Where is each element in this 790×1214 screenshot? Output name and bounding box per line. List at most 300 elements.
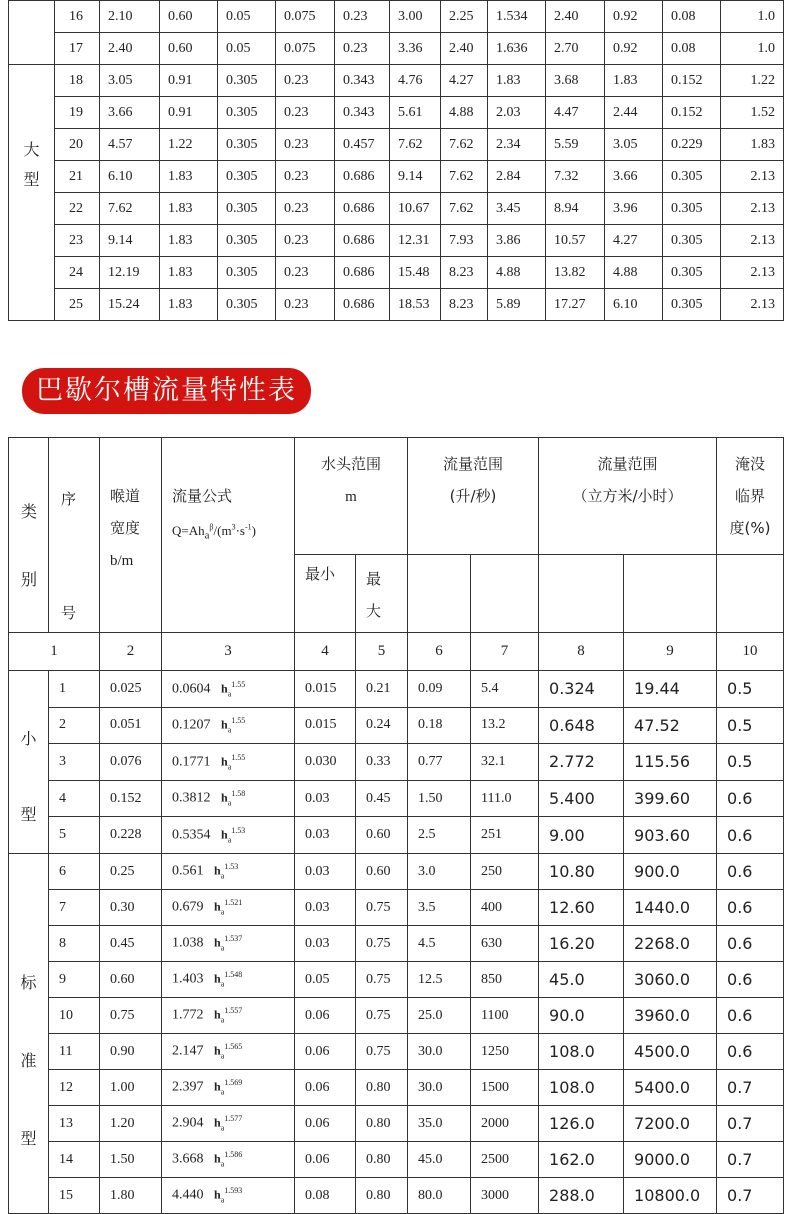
flow-ls-max: 1500 xyxy=(471,1070,539,1106)
header-submergence xyxy=(717,438,784,555)
table1-cell: 0.92 xyxy=(605,1,663,33)
flow-formula xyxy=(162,998,295,1034)
table1-row xyxy=(9,33,784,65)
table1-cell: 0.91 xyxy=(160,65,218,97)
flow-m3-min: 9.00 xyxy=(539,817,624,854)
formula-coefficient: 0.679 xyxy=(172,899,204,915)
table1-cell: 1.83 xyxy=(160,289,218,321)
column-number: 2 xyxy=(100,633,162,671)
table1-cell: 1.534 xyxy=(488,1,546,33)
flow-ls-max: 400 xyxy=(471,890,539,926)
table1-cell: 1.0 xyxy=(721,1,784,33)
table1-cell: 2.10 xyxy=(100,1,160,33)
head-max: 0.75 xyxy=(356,926,408,962)
head-max: 0.75 xyxy=(356,1034,408,1070)
throat-width: 1.00 xyxy=(100,1070,162,1106)
formula-h-sub: a xyxy=(220,1195,225,1205)
formula-h-sub: a xyxy=(220,943,225,953)
flow-ls-max: 111.0 xyxy=(471,780,539,817)
table1-cell: 16 xyxy=(55,1,100,33)
table1-cell: 2.34 xyxy=(488,129,546,161)
table1-cell: 0.305 xyxy=(218,97,276,129)
formula-3: /(m xyxy=(213,523,232,539)
formula-sup3: -1 xyxy=(244,523,252,532)
header-empty-7 xyxy=(471,555,539,633)
table1-cell: 0.305 xyxy=(218,225,276,257)
table1-cell: 7.62 xyxy=(441,161,488,193)
row-number: 10 xyxy=(49,998,100,1034)
header-head-max xyxy=(356,555,408,633)
table1-cell: 0.457 xyxy=(335,129,390,161)
flow-formula xyxy=(162,817,295,854)
table1-cell: 12.31 xyxy=(390,225,441,257)
flow-m3-max: 115.56 xyxy=(624,744,717,781)
head-min: 0.03 xyxy=(295,890,356,926)
table1-cell: 24 xyxy=(55,257,100,289)
table1-cell: 0.23 xyxy=(276,65,335,97)
table1-cell: 0.08 xyxy=(663,1,721,33)
submergence: 0.6 xyxy=(717,1034,784,1070)
table1-cell: 5.89 xyxy=(488,289,546,321)
flow-formula xyxy=(162,671,295,708)
head-min: 0.03 xyxy=(295,854,356,890)
table2-body xyxy=(9,671,784,1214)
table1-cell: 8.23 xyxy=(441,257,488,289)
table1-cell: 10.67 xyxy=(390,193,441,225)
table1-cell: 17 xyxy=(55,33,100,65)
formula-exponent: 1.569 xyxy=(224,1078,243,1088)
flow-formula xyxy=(162,780,295,817)
formula-h: h xyxy=(214,935,221,950)
throat-width: 0.051 xyxy=(100,707,162,744)
table1-cell: 0.08 xyxy=(663,33,721,65)
header-head-2: m xyxy=(345,489,357,505)
table1-cell: 2.40 xyxy=(546,1,605,33)
flow-ls-min: 3.5 xyxy=(408,890,471,926)
head-max: 0.24 xyxy=(356,707,408,744)
table1-cell: 4.27 xyxy=(605,225,663,257)
throat-width: 0.025 xyxy=(100,671,162,708)
table1-cell: 1.0 xyxy=(721,33,784,65)
flow-m3-min: 0.324 xyxy=(539,671,624,708)
formula-coefficient: 3.668 xyxy=(172,1151,204,1167)
header-seq-1: 序 xyxy=(61,490,77,508)
table1-cell: 0.686 xyxy=(335,289,390,321)
table1-row xyxy=(9,65,784,97)
table1-cell: 18.53 xyxy=(390,289,441,321)
flow-m3-max: 3960.0 xyxy=(624,998,717,1034)
table1-cell: 1.83 xyxy=(605,65,663,97)
throat-width: 1.80 xyxy=(100,1178,162,1214)
table1-row xyxy=(9,129,784,161)
table1-cell: 6.10 xyxy=(605,289,663,321)
table1-cell: 3.66 xyxy=(100,97,160,129)
flow-m3-max: 399.60 xyxy=(624,780,717,817)
formula-exponent: 1.53 xyxy=(231,825,246,835)
header-head-1: 水头范围 xyxy=(321,455,382,473)
flow-formula xyxy=(162,707,295,744)
formula-coefficient: 2.397 xyxy=(172,1079,204,1095)
flow-m3-max: 5400.0 xyxy=(624,1070,717,1106)
table1-cell: 25 xyxy=(55,289,100,321)
flow-ls-max: 1100 xyxy=(471,998,539,1034)
table1-row xyxy=(9,161,784,193)
row-number: 13 xyxy=(49,1106,100,1142)
header-throat-3: b/m xyxy=(110,553,134,569)
category-small xyxy=(9,671,49,854)
formula-h-sub: a xyxy=(220,871,225,881)
submergence: 0.6 xyxy=(717,817,784,854)
flow-m3-max: 9000.0 xyxy=(624,1142,717,1178)
table2-row xyxy=(9,1178,784,1214)
formula-4: ·s xyxy=(235,523,245,539)
column-number: 8 xyxy=(539,633,624,671)
throat-width: 0.75 xyxy=(100,998,162,1034)
formula-exponent: 1.593 xyxy=(224,1186,243,1196)
head-max: 0.80 xyxy=(356,1178,408,1214)
submergence: 0.6 xyxy=(717,998,784,1034)
table1-cell: 0.305 xyxy=(663,193,721,225)
formula-h: h xyxy=(214,1187,221,1202)
table1-cell: 0.23 xyxy=(276,257,335,289)
table1-cell: 0.23 xyxy=(276,161,335,193)
table1-cell: 2.44 xyxy=(605,97,663,129)
table1-cell: 1.52 xyxy=(721,97,784,129)
flow-ls-max: 2000 xyxy=(471,1106,539,1142)
table1-cell: 2.13 xyxy=(721,161,784,193)
formula-exponent: 1.586 xyxy=(224,1150,243,1160)
flow-ls-max: 13.2 xyxy=(471,707,539,744)
flow-m3-min: 16.20 xyxy=(539,926,624,962)
formula-h-sub: a xyxy=(220,1051,225,1061)
table1-cell: 0.23 xyxy=(276,97,335,129)
table1-cell: 0.343 xyxy=(335,65,390,97)
flow-formula xyxy=(162,1178,295,1214)
table1-cell: 0.305 xyxy=(663,289,721,321)
column-number: 7 xyxy=(471,633,539,671)
row-number: 11 xyxy=(49,1034,100,1070)
submergence: 0.7 xyxy=(717,1106,784,1142)
formula-exponent: 1.537 xyxy=(224,934,243,944)
head-max: 0.80 xyxy=(356,1106,408,1142)
header-category xyxy=(9,438,49,633)
head-min: 0.06 xyxy=(295,998,356,1034)
column-number: 4 xyxy=(295,633,356,671)
table1-cell: 0.686 xyxy=(335,225,390,257)
table1-cell: 2.84 xyxy=(488,161,546,193)
table2-row xyxy=(9,744,784,781)
category-large-1: 大 xyxy=(23,140,40,159)
table2-row xyxy=(9,817,784,854)
formula-spacer xyxy=(204,1008,215,1023)
head-max: 0.60 xyxy=(356,817,408,854)
flow-m3-min: 288.0 xyxy=(539,1178,624,1214)
formula-coefficient: 1.403 xyxy=(172,971,204,987)
head-min: 0.05 xyxy=(295,962,356,998)
head-max: 0.21 xyxy=(356,671,408,708)
formula-exponent: 1.55 xyxy=(231,716,246,726)
table1-cell: 0.229 xyxy=(663,129,721,161)
table1-cell: 10.57 xyxy=(546,225,605,257)
table1-cell: 0.23 xyxy=(335,33,390,65)
table1-cell: 4.88 xyxy=(441,97,488,129)
column-number-row xyxy=(9,633,784,671)
table2-row xyxy=(9,671,784,708)
header-head-max-1: 最 xyxy=(366,570,382,589)
parshall-flow-characteristics-table xyxy=(8,437,784,1214)
submergence: 0.5 xyxy=(717,744,784,781)
table1-cell: 13.82 xyxy=(546,257,605,289)
table1-cell: 0.686 xyxy=(335,161,390,193)
flow-m3-min: 126.0 xyxy=(539,1106,624,1142)
flow-ls-max: 2500 xyxy=(471,1142,539,1178)
flow-m3-min: 108.0 xyxy=(539,1070,624,1106)
formula-coefficient: 0.561 xyxy=(172,863,204,879)
table1-category-large xyxy=(9,65,55,321)
header-head-range xyxy=(295,438,408,555)
flow-ls-max: 32.1 xyxy=(471,744,539,781)
column-number-row-tr xyxy=(9,633,784,671)
formula-exponent: 1.53 xyxy=(224,862,239,872)
table1-cell: 19 xyxy=(55,97,100,129)
category-standard-1: 标 xyxy=(20,973,37,992)
table1-cell: 1.22 xyxy=(160,129,218,161)
head-max: 0.80 xyxy=(356,1070,408,1106)
table2-row xyxy=(9,1070,784,1106)
table1-cell: 15.24 xyxy=(100,289,160,321)
formula-exponent: 1.557 xyxy=(224,1006,243,1016)
table1-cell: 7.62 xyxy=(100,193,160,225)
category-standard-3: 型 xyxy=(20,1129,37,1148)
table1-cell: 0.23 xyxy=(276,289,335,321)
table1-cell: 2.03 xyxy=(488,97,546,129)
head-min: 0.06 xyxy=(295,1106,356,1142)
table1-cell: 5.59 xyxy=(546,129,605,161)
table1-cell: 1.636 xyxy=(488,33,546,65)
head-max: 0.60 xyxy=(356,854,408,890)
table1-cell: 4.88 xyxy=(488,257,546,289)
formula-coefficient: 1.038 xyxy=(172,935,204,951)
flow-ls-max: 5.4 xyxy=(471,671,539,708)
row-number: 12 xyxy=(49,1070,100,1106)
formula-h: h xyxy=(214,971,221,986)
table2-row xyxy=(9,926,784,962)
table1-row xyxy=(9,225,784,257)
flow-m3-max: 7200.0 xyxy=(624,1106,717,1142)
formula-h-sub: a xyxy=(220,1087,225,1097)
formula-h-sub: a xyxy=(227,725,232,735)
table1-row xyxy=(9,193,784,225)
table2-row xyxy=(9,854,784,890)
table1-cell: 2.13 xyxy=(721,257,784,289)
table1-cell: 4.47 xyxy=(546,97,605,129)
table1-row xyxy=(9,1,784,33)
table1-cell: 0.152 xyxy=(663,97,721,129)
table1-row xyxy=(9,97,784,129)
flow-ls-min: 45.0 xyxy=(408,1142,471,1178)
table1-cell: 21 xyxy=(55,161,100,193)
header-head-min-label: 最小 xyxy=(305,565,336,584)
formula-h-sub: a xyxy=(220,1015,225,1025)
flow-formula xyxy=(162,1142,295,1178)
header-empty-9 xyxy=(624,555,717,633)
header-flow-m3 xyxy=(539,438,717,555)
formula-h: h xyxy=(221,827,228,842)
table1-cell: 0.305 xyxy=(663,161,721,193)
formula-h-sub: a xyxy=(220,907,225,917)
formula-h: h xyxy=(214,1043,221,1058)
formula-spacer xyxy=(204,1188,215,1203)
table1-cell: 3.05 xyxy=(100,65,160,97)
formula-sup2: 3 xyxy=(231,523,236,532)
table1-cell: 7.93 xyxy=(441,225,488,257)
table1-cell: 0.05 xyxy=(218,33,276,65)
flow-formula xyxy=(162,854,295,890)
flow-m3-min: 90.0 xyxy=(539,998,624,1034)
flow-m3-max: 903.60 xyxy=(624,817,717,854)
table1-cell: 2.70 xyxy=(546,33,605,65)
category-small-1: 小 xyxy=(20,729,37,748)
table2-row xyxy=(9,962,784,998)
flow-ls-min: 12.5 xyxy=(408,962,471,998)
flow-ls-min: 80.0 xyxy=(408,1178,471,1214)
table1-cell: 2.25 xyxy=(441,1,488,33)
header-flow-ls xyxy=(408,438,539,555)
table2-row xyxy=(9,1142,784,1178)
table1-cell: 0.305 xyxy=(663,257,721,289)
flow-m3-min: 0.648 xyxy=(539,707,624,744)
table1-cell: 3.45 xyxy=(488,193,546,225)
section-title: 巴歇尔槽流量特性表 xyxy=(22,368,311,414)
row-number: 4 xyxy=(49,780,100,817)
formula-exponent: 1.577 xyxy=(224,1114,243,1124)
formula-sub: a xyxy=(204,529,210,542)
flow-ls-min: 1.50 xyxy=(408,780,471,817)
row-number: 5 xyxy=(49,817,100,854)
flow-ls-max: 3000 xyxy=(471,1178,539,1214)
table1-cell: 0.05 xyxy=(218,1,276,33)
header-cat-2: 别 xyxy=(21,570,38,589)
formula-coefficient: 0.1771 xyxy=(172,754,211,770)
table1-cell: 8.23 xyxy=(441,289,488,321)
formula-h-sub: a xyxy=(220,979,225,989)
table1-cell: 1.83 xyxy=(488,65,546,97)
throat-width: 0.45 xyxy=(100,926,162,962)
formula-spacer xyxy=(211,681,222,696)
table1-cell: 8.94 xyxy=(546,193,605,225)
head-min: 0.06 xyxy=(295,1034,356,1070)
formula-q: Q=Ah xyxy=(172,523,205,539)
table1-cell: 0.075 xyxy=(276,1,335,33)
table1-cell: 7.62 xyxy=(390,129,441,161)
table1-cell: 3.96 xyxy=(605,193,663,225)
table2-row xyxy=(9,1106,784,1142)
formula-h: h xyxy=(214,1151,221,1166)
flow-formula xyxy=(162,890,295,926)
formula-spacer xyxy=(211,718,222,733)
submergence: 0.7 xyxy=(717,1070,784,1106)
row-number: 8 xyxy=(49,926,100,962)
throat-width: 0.90 xyxy=(100,1034,162,1070)
table1-cell: 2.13 xyxy=(721,289,784,321)
formula-spacer xyxy=(204,1116,215,1131)
head-min: 0.03 xyxy=(295,780,356,817)
formula-h-sub: a xyxy=(220,1123,225,1133)
table1-cell: 3.68 xyxy=(546,65,605,97)
table1-cell: 0.23 xyxy=(276,129,335,161)
submergence: 0.6 xyxy=(717,854,784,890)
column-number: 5 xyxy=(356,633,408,671)
table1-cell: 0.686 xyxy=(335,193,390,225)
submergence: 0.6 xyxy=(717,890,784,926)
table1-cell: 1.83 xyxy=(160,161,218,193)
head-max: 0.75 xyxy=(356,890,408,926)
table1-cell: 0.23 xyxy=(276,193,335,225)
formula-h-sub: a xyxy=(227,835,232,845)
table1-cell: 0.305 xyxy=(218,193,276,225)
submergence: 0.6 xyxy=(717,926,784,962)
table1-cell: 1.83 xyxy=(160,193,218,225)
formula-coefficient: 0.5354 xyxy=(172,827,211,843)
throat-width: 1.20 xyxy=(100,1106,162,1142)
table1-cell: 12.19 xyxy=(100,257,160,289)
flow-m3-max: 1440.0 xyxy=(624,890,717,926)
formula-spacer xyxy=(204,1152,215,1167)
table1-cell: 2.40 xyxy=(441,33,488,65)
row-number: 7 xyxy=(49,890,100,926)
formula-h: h xyxy=(221,717,228,732)
table1-cell: 0.305 xyxy=(218,129,276,161)
header-sub-2: 临界 xyxy=(735,487,766,505)
formula-spacer xyxy=(211,828,222,843)
category-large-2: 型 xyxy=(23,170,40,189)
column-number: 10 xyxy=(717,633,784,671)
formula-coefficient: 1.772 xyxy=(172,1007,204,1023)
formula-5: ) xyxy=(251,523,256,539)
submergence: 0.5 xyxy=(717,671,784,708)
head-min: 0.030 xyxy=(295,744,356,781)
formula-h: h xyxy=(214,1115,221,1130)
header-formula-1: 流量公式 xyxy=(172,487,233,505)
flow-m3-min: 5.400 xyxy=(539,780,624,817)
head-min: 0.03 xyxy=(295,926,356,962)
table1-cell: 0.152 xyxy=(663,65,721,97)
formula-spacer xyxy=(211,754,222,769)
formula-spacer xyxy=(211,791,222,806)
table1-cell: 0.60 xyxy=(160,1,218,33)
header-flow-m3-2: （立方米/小时） xyxy=(572,487,683,505)
head-max: 0.80 xyxy=(356,1142,408,1178)
header-seq-2: 号 xyxy=(61,604,77,622)
header-sub-3: 度(%) xyxy=(729,519,771,537)
head-max: 0.45 xyxy=(356,780,408,817)
table1-cell: 6.10 xyxy=(100,161,160,193)
head-min: 0.06 xyxy=(295,1142,356,1178)
head-max: 0.75 xyxy=(356,998,408,1034)
table1-cell: 0.343 xyxy=(335,97,390,129)
table2-row xyxy=(9,998,784,1034)
head-max: 0.33 xyxy=(356,744,408,781)
formula-exponent: 1.58 xyxy=(231,789,246,799)
table1-cell: 0.305 xyxy=(663,225,721,257)
formula-h: h xyxy=(221,791,228,805)
column-number: 3 xyxy=(162,633,295,671)
table1-cell: 4.76 xyxy=(390,65,441,97)
head-min: 0.015 xyxy=(295,707,356,744)
table1-cell: 2.40 xyxy=(100,33,160,65)
table1-cell: 0.305 xyxy=(218,257,276,289)
table1-cell: 0.60 xyxy=(160,33,218,65)
